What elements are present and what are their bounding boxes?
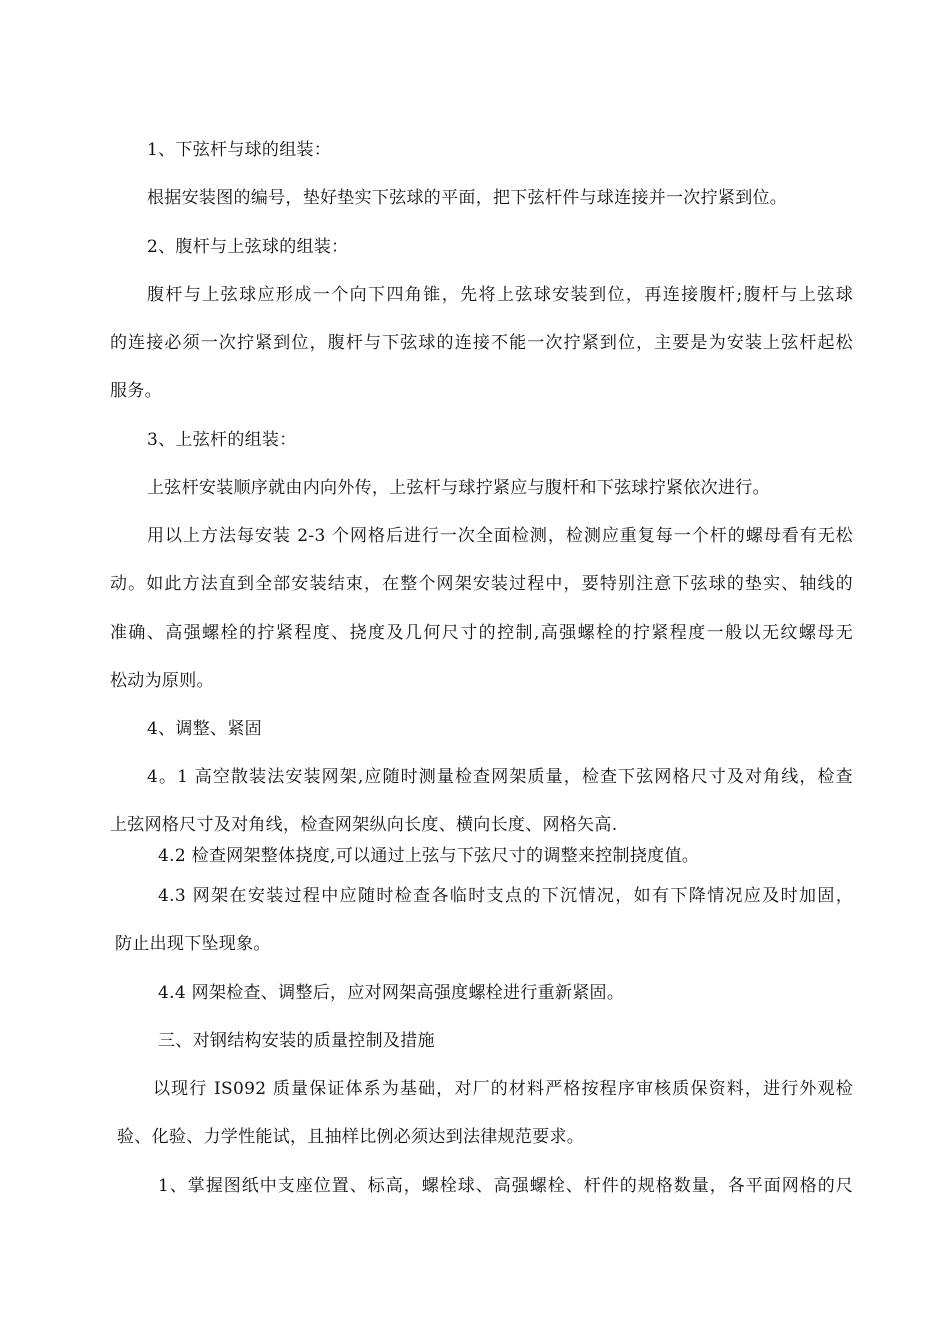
- paragraph-line: 松动为原则。: [110, 671, 214, 691]
- paragraph-line: 1、掌握图纸中支座位置、标高，螺栓球、高强螺栓、杆件的规格数量，各平面网格的尺: [158, 1176, 853, 1196]
- paragraph-line: 腹杆与上弦球应形成一个向下四角锥，先将上弦球安装到位，再连接腹杆;腹杆与上弦球: [147, 285, 853, 305]
- paragraph-line: 4.2 检查网架整体挠度,可以通过上弦与下弦尺寸的调整来控制挠度值。: [158, 846, 700, 866]
- paragraph-line: 用以上方法每安装 2-3 个网格后进行一次全面检测，检测应重复每一个杆的螺母看有无松: [147, 526, 853, 546]
- paragraph-line: 验、化验、力学性能试，且抽样比例必须达到法律规范要求。: [117, 1127, 585, 1147]
- paragraph-line: 3、上弦杆的组装：: [147, 430, 297, 450]
- paragraph-line: 4。1 高空散装法安装网架,应随时测量检查网架质量，检查下弦网格尺寸及对角线，检查: [147, 767, 853, 787]
- paragraph-line: 2、腹杆与上弦球的组装：: [147, 237, 349, 257]
- paragraph-line: 4.3 网架在安装过程中应随时检查各临时支点的下沉情况，如有下降情况应及时加固，: [158, 886, 853, 906]
- paragraph-line: 1、下弦杆与球的组装：: [147, 140, 332, 160]
- paragraph-line: 上弦杆安装顺序就由内向外传，上弦杆与球拧紧应与腹杆和下弦球拧紧依次进行。: [147, 478, 770, 498]
- paragraph-line: 的连接必须一次拧紧到位，腹杆与下弦球的连接不能一次拧紧到位，主要是为安装上弦杆起松: [110, 333, 853, 353]
- paragraph-line: 动。如此方法直到全部安装结束，在整个网架安装过程中，要特别注意下弦球的垫实、轴线的: [110, 574, 853, 594]
- section-heading: 三、对钢结构安装的质量控制及措施: [158, 1031, 435, 1051]
- paragraph-line: 服务。: [110, 381, 162, 401]
- paragraph-line: 4.4 网架检查、调整后，应对网架高强度螺栓进行重新紧固。: [158, 983, 625, 1003]
- paragraph-line: 防止出现下坠现象。: [115, 934, 271, 954]
- paragraph-line: 4、调整、紧固: [147, 719, 262, 739]
- paragraph-line: 以现行 IS092 质量保证体系为基础，对厂的材料严格按程序审核质保资料，进行外观检: [153, 1079, 853, 1099]
- paragraph-line: 准确、高强螺栓的拧紧程度、挠度及几何尺寸的控制,高强螺栓的拧紧程度一般以无纹螺母无: [110, 623, 853, 643]
- paragraph-line: 根据安装图的编号，垫好垫实下弦球的平面，把下弦杆件与球连接并一次拧紧到位。: [147, 188, 788, 208]
- paragraph-line: 上弦网格尺寸及对角线，检查网架纵向长度、横向长度、网格矢高.: [110, 815, 618, 835]
